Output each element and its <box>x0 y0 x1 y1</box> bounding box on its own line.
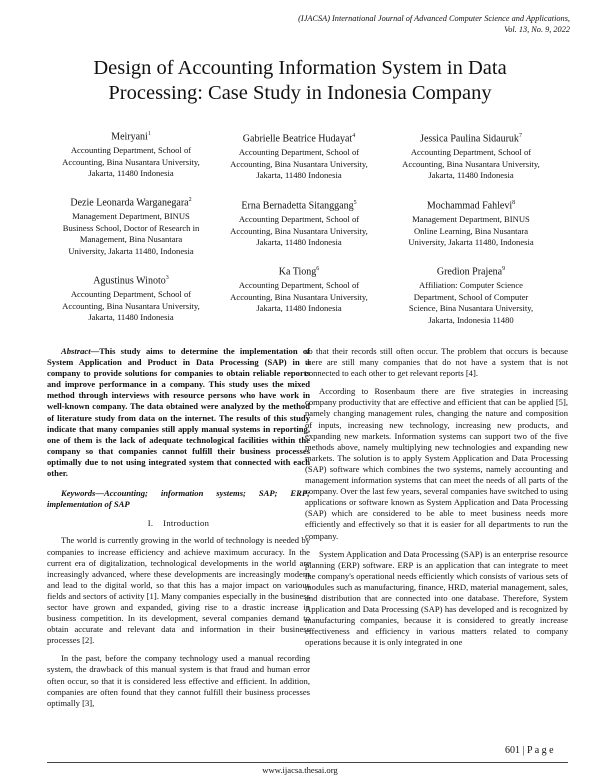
author-sup: 9 <box>502 266 506 272</box>
section-title: Introduction <box>163 518 210 529</box>
footer-divider <box>47 762 568 763</box>
author-affil-line: Management Department, BINUS <box>412 214 530 225</box>
title-line-1: Design of Accounting Information System in Data <box>93 57 507 79</box>
author-sup: 1 <box>147 131 151 137</box>
author-affil-line: Jakarta, 11480 Indonesia <box>88 168 174 179</box>
author-sup: 2 <box>188 197 192 203</box>
author-name: Gabrielle Beatrice Hudayat <box>242 133 353 145</box>
author-3 <box>47 272 215 324</box>
keywords <box>47 488 310 510</box>
author-9 <box>387 263 555 326</box>
journal-header <box>150 13 570 35</box>
author-affil-line: Management, Bina Nusantara <box>79 234 183 245</box>
author-affil-line: Jakarta, 11480 Indonesia <box>256 303 342 314</box>
author-name: Jessica Paulina Sidauruk <box>420 133 519 145</box>
author-affil-line: Jakarta, 11480 Indonesia <box>428 170 514 181</box>
author-name: Gredion Prajena <box>436 266 503 278</box>
author-affil-line: Accounting Department, School of <box>70 289 192 300</box>
author-affil-line: Accounting Department, School of <box>238 280 360 291</box>
author-sup: 4 <box>352 133 356 139</box>
author-affil-line: Accounting Department, School of <box>238 147 360 158</box>
section-heading <box>47 518 310 529</box>
right-column <box>305 346 568 648</box>
body-paragraph: In the past, before the company technology used a manual recording system, the drawback of this manual system is that fraud and human error often occur, so that it is considered less effective and efficient. In addition, companies are often found that they cannot fulfill their business processes optimally [3], <box>47 653 310 708</box>
author-affil-line: Accounting Department, School of <box>238 214 360 225</box>
author-affil-line: Accounting, Bina Nusantara University, <box>230 158 368 169</box>
title-line-2: Processing: Case Study in Indonesia Company <box>108 82 492 104</box>
author-affil-line: Affiliation: Computer Science <box>419 280 523 291</box>
journal-name: (IJACSA) International Journal of Advanced Computer Science and Applications, <box>298 14 570 23</box>
author-name: Agustinus Winoto <box>93 275 166 287</box>
author-affil-line: University, Jakarta 11480, Indonesia <box>68 245 194 256</box>
section-number: I. <box>147 518 154 529</box>
author-affil-line: Accounting, Bina Nusantara University, <box>62 300 200 311</box>
author-sup: 5 <box>353 200 357 206</box>
author-name: Mochammad Fahlevi <box>426 200 513 212</box>
author-sup: 7 <box>518 133 522 139</box>
author-8 <box>387 197 555 249</box>
author-affil-line: Science, Bina Nusantara University, <box>408 303 534 314</box>
abstract <box>47 346 310 479</box>
author-sup: 3 <box>165 275 169 281</box>
author-affil-line: Accounting Department, School of <box>410 147 532 158</box>
author-affil-line: Jakarta, Indonesia 11480 <box>428 314 514 325</box>
author-name: Meiryani <box>111 131 148 143</box>
paper-title <box>40 56 560 106</box>
author-6 <box>215 263 383 315</box>
keywords-text: Accounting; information systems; SAP; ERP; implementation of SAP <box>47 488 310 510</box>
author-7 <box>387 130 555 182</box>
author-sup: 6 <box>316 266 320 272</box>
left-column <box>47 346 310 709</box>
author-affil-line: Accounting, Bina Nusantara University, <box>402 158 540 169</box>
journal-volume: Vol. 13, No. 9, 2022 <box>504 25 570 34</box>
author-name: Dezie Leonarda Warganegara <box>70 197 189 209</box>
page-number: 601 | P a g e <box>505 745 554 756</box>
author-affil-line: University, Jakarta 11480, Indonesia <box>408 237 534 248</box>
author-2 <box>47 194 215 257</box>
author-1 <box>47 128 215 180</box>
author-affil-line: Business School, Doctor of Research in <box>62 222 200 233</box>
author-affil-line: Online Learning, Bina Nusantara <box>413 225 529 236</box>
body-paragraph: The world is currently growing in the world of technology is needed by companies to increase efficiency and achieve maximum accuracy. In the current era of digitalization, technological developments in the world are increasingly advanced, where these developments are increasingly modern and lead to the digital world, so that this has a major impact on various fields and sectors of activity [1]. Many companies especially in the business sector have grown and expanded, giving rise to a drastic increase in business competition. In its development, several companies demand to obtain accurate and relevant data and information in their business processes [2]. <box>47 535 310 646</box>
author-5 <box>215 197 383 249</box>
body-paragraph: System Application and Data Processing (SAP) is an enterprise resource planning (ERP) software. ERP is an application that can integrate to meet the company's operational needs efficiently which consists of various sets of modules such as manufacturing, finance, HRD, material management, sales, and distribution that are connected into one database. Therefore, System Application and Data Processing (SAP) has developed and is recognized by manufacturing companies, because it is considered to greatly increase effectiveness and efficiency in various matters related to company operations because it is only integrated in one <box>305 548 568 648</box>
author-4 <box>215 130 383 182</box>
keywords-label: Keywords— <box>61 488 104 499</box>
author-affil-line: Department, School of Computer <box>413 291 529 302</box>
author-affil-line: Accounting, Bina Nusantara University, <box>230 291 368 302</box>
author-affil-line: Jakarta, 11480 Indonesia <box>256 170 342 181</box>
body-paragraph: so that their records still often occur. The problem that occurs is because there are still many companies that do not have a system that is not connected to each other to get relevant reports [4]. <box>305 346 568 379</box>
author-affil-line: Accounting, Bina Nusantara University, <box>62 156 200 167</box>
author-affil-line: Accounting Department, School of <box>70 145 192 156</box>
abstract-label: Abstract— <box>61 346 100 356</box>
author-affil-line: Jakarta, 11480 Indonesia <box>256 237 342 248</box>
author-affil-line: Management Department, BINUS <box>72 211 190 222</box>
author-affil-line: Jakarta, 11480 Indonesia <box>88 312 174 323</box>
author-affil-line: Accounting, Bina Nusantara University, <box>230 225 368 236</box>
abstract-text: This study aims to determine the implementation of System Application and Product in Data Processing (SAP) in a company to provide solutions for companies to obtain reliable reports and improve performance in a company. This study uses the mixed method through interviews with resource persons who have work in well-known company. The data obtained were analyzed by the method of literature study from data on the internet. The results of this study indicate that many companies still apply manual systems in reporting, one of them is the lack of adequate technological facilities within the company so that companies cannot fulfill their business processes optimally due to not using integrated system that connected with each other. <box>47 346 310 479</box>
author-name: Ka Tiong <box>278 266 317 278</box>
body-paragraph: According to Rosenbaum there are five strategies in increasing company productivity that are effective and efficient that can be applied [5], namely changing management rules, changing the nature and composition of inputs, increasing new technology, increasing new products, and expanding new markets. Information systems can support two of the five methods above, namely multiplying new technologies and expanding new markets. The solution is to apply System Application and Data Processing (SAP) software which combines the two systems, namely accounting and management information systems that can meet the needs of all parts of the company. Over the last few years, several companies have switched to using applications or software known as System Application and Data Processing (SAP) which are considered to be able to meet business needs more efficiently and effectively so that it is easier for all departments to run the company. <box>305 386 568 541</box>
footer-website: www.ijacsa.thesai.org <box>262 765 338 775</box>
author-sup: 8 <box>512 200 516 206</box>
author-name: Erna Bernadetta Sitanggang <box>241 200 354 212</box>
